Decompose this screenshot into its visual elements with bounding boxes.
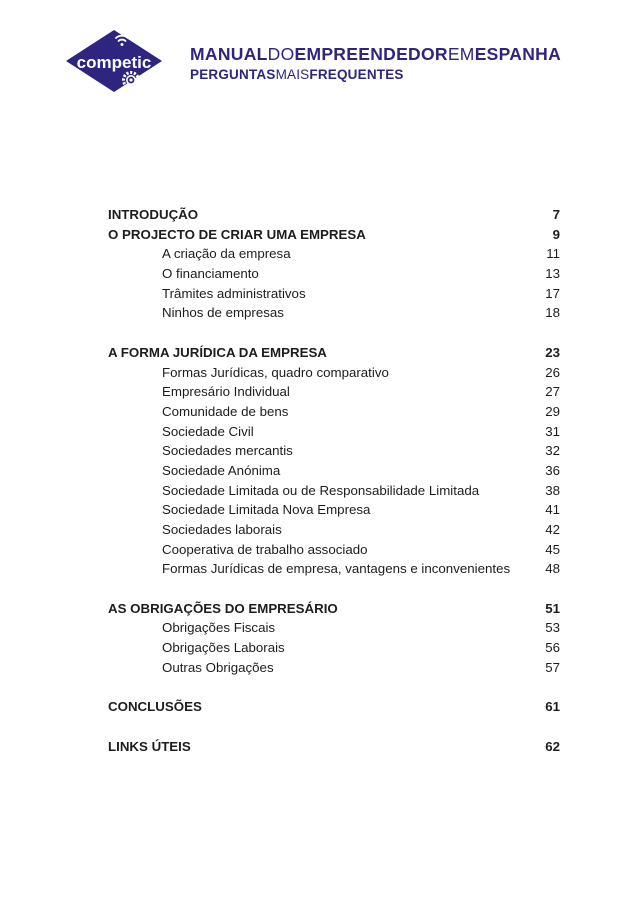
toc-section[interactable]: [108, 697, 563, 717]
toc-item[interactable]: [108, 481, 563, 501]
toc-page-number: 41: [545, 502, 560, 518]
toc-item-title: Trâmites administrativos: [162, 285, 306, 301]
toc-item-title: Empresário Individual: [162, 384, 290, 400]
toc-page-number: 23: [545, 344, 560, 360]
page-header: [0, 0, 638, 110]
toc-page-number: 31: [545, 423, 560, 439]
toc-section[interactable]: [108, 205, 563, 225]
competic-logo: [64, 28, 164, 94]
toc-page-number: 36: [545, 462, 560, 478]
toc-item[interactable]: [108, 540, 563, 560]
section-spacer: [108, 717, 563, 737]
toc-page-number: 61: [545, 699, 560, 715]
toc-section-title: INTRODUÇÃO: [108, 207, 199, 222]
toc-page-number: 48: [545, 561, 560, 577]
toc-item[interactable]: [108, 422, 563, 442]
toc-section-title: LINKS ÚTEIS: [108, 738, 191, 754]
toc-item-title: Sociedade Limitada ou de Responsabilidade Limitada: [162, 482, 480, 498]
toc-page-number: 7: [552, 207, 560, 222]
toc-page-number: 32: [545, 443, 560, 459]
toc-item[interactable]: [108, 658, 563, 678]
toc-item[interactable]: [108, 363, 563, 383]
toc-item-title: A criação da empresa: [162, 246, 291, 262]
toc-page-number: 18: [545, 305, 560, 321]
toc-item-title: Ninhos de empresas: [162, 305, 284, 321]
toc-item[interactable]: [108, 264, 563, 284]
toc-item[interactable]: [108, 638, 563, 658]
toc-item-title: Sociedade Anónima: [162, 462, 281, 478]
toc-item-title: Sociedade Civil: [162, 423, 254, 439]
toc-page-number: 13: [545, 266, 560, 282]
toc-item-title: Obrigações Laborais: [162, 640, 285, 656]
toc-item[interactable]: [108, 382, 563, 402]
toc-item[interactable]: [108, 402, 563, 422]
toc-item-title: O financiamento: [162, 266, 259, 282]
toc-item[interactable]: [108, 618, 563, 638]
toc-item[interactable]: [108, 284, 563, 304]
toc-page-number: 42: [545, 522, 560, 537]
section-spacer: [108, 579, 563, 599]
toc-item-title: Outras Obrigações: [162, 659, 274, 675]
toc-item[interactable]: [108, 461, 563, 481]
toc-item[interactable]: [108, 520, 563, 540]
section-spacer: [108, 678, 563, 698]
toc-page-number: 26: [545, 364, 560, 380]
toc-section-title: CONCLUSÕES: [108, 699, 202, 715]
toc-page-number: 53: [545, 620, 560, 636]
section-spacer: [108, 323, 563, 343]
toc-item[interactable]: [108, 303, 563, 323]
toc-section-title: A FORMA JURÍDICA DA EMPRESA: [108, 344, 327, 360]
toc-page-number: 27: [545, 384, 560, 400]
toc-section[interactable]: [108, 343, 563, 363]
toc-page-number: 56: [545, 640, 560, 656]
table-of-contents: [108, 205, 563, 756]
toc-item[interactable]: [108, 244, 563, 264]
toc-page-number: 29: [545, 403, 560, 419]
toc-section[interactable]: [108, 225, 563, 245]
toc-section-title: AS OBRIGAÇÕES DO EMPRESÁRIO: [108, 600, 338, 616]
toc-item-title: Comunidade de bens: [162, 403, 289, 419]
toc-page-number: 9: [552, 226, 560, 242]
toc-item-title: Sociedade Limitada Nova Empresa: [162, 502, 371, 518]
toc-item-title: Formas Jurídicas de empresa, vantagens e inconvenientes: [162, 561, 511, 577]
toc-item-title: Cooperativa de trabalho associado: [162, 541, 368, 557]
toc-item[interactable]: [108, 500, 563, 520]
toc-page-number: 11: [546, 246, 560, 262]
toc-item-title: Formas Jurídicas, quadro comparativo: [162, 364, 389, 380]
toc-item-title: Sociedades laborais: [162, 522, 282, 537]
toc-item-title: Sociedades mercantis: [162, 443, 293, 459]
toc-page-number: 62: [545, 738, 560, 754]
toc-item[interactable]: [108, 559, 563, 579]
toc-section-title: O PROJECTO DE CRIAR UMA EMPRESA: [108, 226, 366, 242]
toc-section[interactable]: [108, 737, 563, 757]
toc-page-number: 38: [545, 482, 560, 498]
toc-page-number: 51: [545, 600, 560, 616]
toc-item-title: Obrigações Fiscais: [162, 620, 276, 636]
toc-item[interactable]: [108, 441, 563, 461]
document-title: MANUALDOEMPREENDEDOREMESPANHA: [190, 44, 562, 64]
document-subtitle: PERGUNTASMAISFREQUENTES: [190, 67, 404, 82]
toc-page-number: 17: [545, 285, 560, 301]
logo-wordmark: competic: [76, 53, 152, 72]
toc-page-number: 45: [545, 541, 560, 557]
toc-section[interactable]: [108, 599, 563, 619]
toc-page-number: 57: [545, 659, 560, 675]
